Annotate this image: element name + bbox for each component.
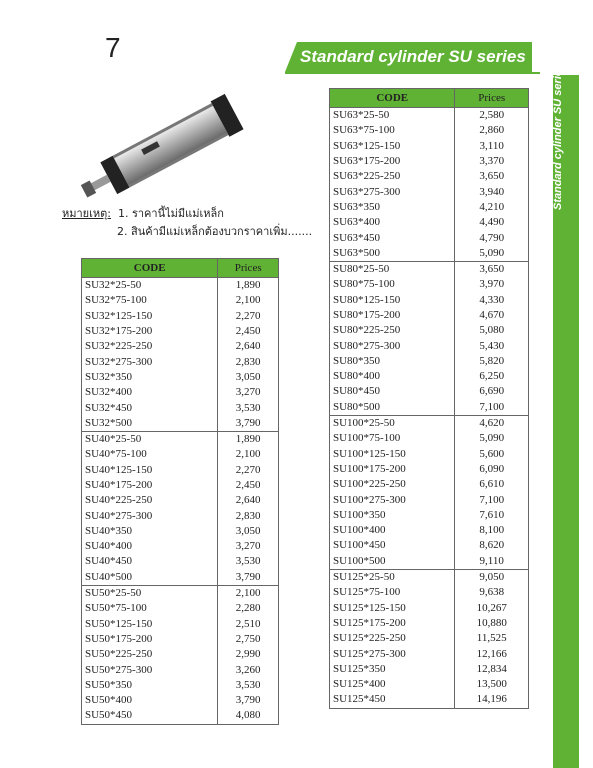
product-code: SU63*400 — [330, 215, 455, 230]
remark-1: 1. ราคานี้ไม่มีแม่เหล็ก — [117, 207, 224, 220]
table-row — [330, 477, 529, 492]
table-row — [330, 508, 529, 523]
price-value: 5,820 — [455, 354, 529, 369]
price-value: 2,580 — [455, 108, 529, 124]
product-code: SU40*125-150 — [82, 463, 218, 478]
table-row — [330, 447, 529, 462]
table-row — [330, 601, 529, 616]
table-row — [330, 538, 529, 553]
price-value: 5,090 — [455, 246, 529, 262]
product-code: SU125*175-200 — [330, 616, 455, 631]
table-row — [82, 309, 279, 324]
table-row — [82, 293, 279, 308]
price-value: 7,100 — [455, 400, 529, 416]
table-row — [82, 708, 279, 724]
table-row — [82, 585, 279, 601]
product-code: SU63*500 — [330, 246, 455, 262]
product-code: SU50*275-300 — [82, 662, 218, 677]
table-row — [330, 677, 529, 692]
product-code: SU125*450 — [330, 692, 455, 708]
price-value: 3,940 — [455, 184, 529, 199]
table-row — [82, 554, 279, 569]
table-row — [82, 601, 279, 616]
price-value: 12,166 — [455, 646, 529, 661]
product-code: SU50*450 — [82, 708, 218, 724]
price-value: 2,510 — [218, 617, 279, 632]
product-code: SU80*400 — [330, 369, 455, 384]
price-value: 3,270 — [218, 539, 279, 554]
price-value: 2,750 — [218, 632, 279, 647]
product-code: SU100*125-150 — [330, 447, 455, 462]
price-value: 3,260 — [218, 662, 279, 677]
product-code: SU32*175-200 — [82, 324, 218, 339]
price-value: 14,196 — [455, 692, 529, 708]
table-row — [330, 616, 529, 631]
price-value: 3,270 — [218, 385, 279, 400]
product-code: SU40*75-100 — [82, 447, 218, 462]
product-code: SU50*125-150 — [82, 617, 218, 632]
price-value: 2,450 — [218, 478, 279, 493]
price-value: 3,650 — [455, 261, 529, 277]
table-row — [82, 508, 279, 523]
table-row — [82, 324, 279, 339]
table-row — [330, 323, 529, 338]
table-row — [82, 539, 279, 554]
product-code: SU50*350 — [82, 678, 218, 693]
price-value: 3,790 — [218, 570, 279, 586]
table-row — [82, 278, 279, 294]
product-code: SU80*225-250 — [330, 323, 455, 338]
product-code: SU100*275-300 — [330, 492, 455, 507]
price-value: 4,620 — [455, 415, 529, 431]
table-row — [330, 293, 529, 308]
table-row — [330, 369, 529, 384]
price-value: 1,890 — [218, 278, 279, 294]
table-row — [330, 631, 529, 646]
price-value: 2,640 — [218, 493, 279, 508]
product-code: SU125*400 — [330, 677, 455, 692]
price-value: 2,280 — [218, 601, 279, 616]
price-value: 9,050 — [455, 569, 529, 585]
price-value: 6,090 — [455, 462, 529, 477]
product-code: SU100*175-200 — [330, 462, 455, 477]
product-code: SU63*450 — [330, 230, 455, 245]
table-row — [330, 569, 529, 585]
table-row — [330, 585, 529, 600]
product-code: SU63*25-50 — [330, 108, 455, 124]
product-code: SU100*25-50 — [330, 415, 455, 431]
price-value: 3,050 — [218, 524, 279, 539]
price-value: 2,100 — [218, 585, 279, 601]
table-row — [330, 692, 529, 708]
price-value: 5,430 — [455, 338, 529, 353]
price-value: 4,670 — [455, 308, 529, 323]
price-value: 10,267 — [455, 601, 529, 616]
table-row — [330, 230, 529, 245]
product-code: SU63*125-150 — [330, 139, 455, 154]
table-row — [82, 463, 279, 478]
price-value: 3,790 — [218, 693, 279, 708]
table-row — [330, 139, 529, 154]
table-row — [330, 646, 529, 661]
remarks — [62, 205, 312, 241]
price-value: 5,080 — [455, 323, 529, 338]
price-value: 2,830 — [218, 354, 279, 369]
product-code: SU40*350 — [82, 524, 218, 539]
price-value: 6,690 — [455, 384, 529, 399]
product-code: SU63*350 — [330, 200, 455, 215]
table-row — [82, 431, 279, 447]
product-code: SU80*175-200 — [330, 308, 455, 323]
product-code: SU125*350 — [330, 662, 455, 677]
product-code: SU40*25-50 — [82, 431, 218, 447]
product-code: SU100*75-100 — [330, 431, 455, 446]
product-code: SU50*75-100 — [82, 601, 218, 616]
product-code: SU32*225-250 — [82, 339, 218, 354]
product-code: SU100*350 — [330, 508, 455, 523]
product-code: SU50*400 — [82, 693, 218, 708]
table-row — [330, 431, 529, 446]
table-row — [82, 617, 279, 632]
product-code: SU125*125-150 — [330, 601, 455, 616]
table-row — [82, 493, 279, 508]
table-row — [82, 693, 279, 708]
table-row — [330, 169, 529, 184]
product-code: SU40*450 — [82, 554, 218, 569]
price-value: 2,450 — [218, 324, 279, 339]
price-table-left — [81, 258, 279, 725]
product-code: SU125*275-300 — [330, 646, 455, 661]
price-value: 3,530 — [218, 400, 279, 415]
price-value: 6,250 — [455, 369, 529, 384]
price-value: 2,270 — [218, 463, 279, 478]
product-code: SU32*350 — [82, 370, 218, 385]
table-row — [82, 570, 279, 586]
price-value: 7,100 — [455, 492, 529, 507]
table-row — [330, 523, 529, 538]
table-row — [330, 308, 529, 323]
price-value: 2,100 — [218, 293, 279, 308]
price-value: 8,620 — [455, 538, 529, 553]
product-code: SU40*225-250 — [82, 493, 218, 508]
price-value: 10,880 — [455, 616, 529, 631]
table-row — [330, 384, 529, 399]
product-code: SU125*75-100 — [330, 585, 455, 600]
table-row — [330, 108, 529, 124]
price-value: 3,970 — [455, 277, 529, 292]
table-row — [82, 678, 279, 693]
header-underline — [285, 72, 540, 74]
table-row — [82, 632, 279, 647]
product-code: SU100*225-250 — [330, 477, 455, 492]
product-code: SU32*25-50 — [82, 278, 218, 294]
price-value: 13,500 — [455, 677, 529, 692]
price-value: 4,790 — [455, 230, 529, 245]
price-value: 3,370 — [455, 154, 529, 169]
price-value: 2,270 — [218, 309, 279, 324]
product-code: SU32*500 — [82, 416, 218, 432]
table-row — [330, 184, 529, 199]
product-code: SU100*500 — [330, 554, 455, 570]
product-code: SU63*175-200 — [330, 154, 455, 169]
page-number: 7 — [105, 32, 121, 63]
product-code: SU40*500 — [82, 570, 218, 586]
table-row — [82, 524, 279, 539]
product-code: SU80*75-100 — [330, 277, 455, 292]
product-code: SU80*450 — [330, 384, 455, 399]
table-row — [330, 215, 529, 230]
table-row — [330, 492, 529, 507]
table-row — [330, 154, 529, 169]
price-table-right — [329, 88, 529, 709]
prices-header: Prices — [455, 89, 529, 108]
table-row — [330, 277, 529, 292]
product-code: SU63*225-250 — [330, 169, 455, 184]
price-value: 2,100 — [218, 447, 279, 462]
price-value: 3,530 — [218, 554, 279, 569]
table-row — [82, 478, 279, 493]
product-code: SU50*25-50 — [82, 585, 218, 601]
table-row — [330, 462, 529, 477]
table-row — [82, 339, 279, 354]
product-code: SU63*75-100 — [330, 123, 455, 138]
table-row — [82, 354, 279, 369]
remarks-label: หมายเหตุ: — [62, 207, 111, 220]
table-row — [330, 354, 529, 369]
product-code: SU32*125-150 — [82, 309, 218, 324]
side-tab-label: Standard cylinder SU series — [552, 63, 564, 210]
price-value: 6,610 — [455, 477, 529, 492]
price-value: 4,080 — [218, 708, 279, 724]
table-row — [330, 200, 529, 215]
price-value: 2,640 — [218, 339, 279, 354]
price-value: 9,638 — [455, 585, 529, 600]
prices-header: Prices — [218, 259, 279, 278]
code-header: CODE — [82, 259, 218, 278]
product-code: SU40*275-300 — [82, 508, 218, 523]
product-code: SU100*450 — [330, 538, 455, 553]
table-row — [82, 385, 279, 400]
price-value: 3,110 — [455, 139, 529, 154]
price-value: 1,890 — [218, 431, 279, 447]
product-code: SU63*275-300 — [330, 184, 455, 199]
product-code: SU80*350 — [330, 354, 455, 369]
table-row — [330, 261, 529, 277]
header-title: Standard cylinder SU series — [300, 47, 526, 66]
price-value: 2,860 — [455, 123, 529, 138]
product-code: SU50*175-200 — [82, 632, 218, 647]
table-row — [82, 662, 279, 677]
price-value: 7,610 — [455, 508, 529, 523]
product-code: SU125*225-250 — [330, 631, 455, 646]
product-code: SU32*75-100 — [82, 293, 218, 308]
table-row — [82, 647, 279, 662]
price-value: 3,790 — [218, 416, 279, 432]
product-code: SU80*500 — [330, 400, 455, 416]
product-code: SU32*400 — [82, 385, 218, 400]
cylinder-product-image — [72, 85, 262, 200]
table-row — [82, 416, 279, 432]
table-row — [82, 400, 279, 415]
table-row — [330, 554, 529, 570]
price-value: 4,210 — [455, 200, 529, 215]
code-header: CODE — [330, 89, 455, 108]
price-value: 3,650 — [455, 169, 529, 184]
price-value: 2,830 — [218, 508, 279, 523]
table-row — [330, 400, 529, 416]
table-row — [330, 662, 529, 677]
product-code: SU80*25-50 — [330, 261, 455, 277]
price-value: 3,530 — [218, 678, 279, 693]
price-value: 11,525 — [455, 631, 529, 646]
remark-2: 2. สินค้ามีแม่เหล็กต้องบวกราคาเพิ่ม....... — [117, 225, 313, 238]
product-code: SU40*175-200 — [82, 478, 218, 493]
price-value: 4,330 — [455, 293, 529, 308]
price-value: 4,490 — [455, 215, 529, 230]
table-row — [82, 447, 279, 462]
table-row — [330, 415, 529, 431]
product-code: SU80*125-150 — [330, 293, 455, 308]
product-code: SU80*275-300 — [330, 338, 455, 353]
price-value: 3,050 — [218, 370, 279, 385]
table-row — [82, 370, 279, 385]
price-value: 8,100 — [455, 523, 529, 538]
product-code: SU50*225-250 — [82, 647, 218, 662]
product-code: SU125*25-50 — [330, 569, 455, 585]
price-value: 2,990 — [218, 647, 279, 662]
price-value: 9,110 — [455, 554, 529, 570]
table-row — [330, 246, 529, 262]
table-row — [330, 123, 529, 138]
product-code: SU32*450 — [82, 400, 218, 415]
price-value: 5,600 — [455, 447, 529, 462]
table-row — [330, 338, 529, 353]
product-code: SU100*400 — [330, 523, 455, 538]
price-value: 5,090 — [455, 431, 529, 446]
product-code: SU32*275-300 — [82, 354, 218, 369]
product-code: SU40*400 — [82, 539, 218, 554]
price-value: 12,834 — [455, 662, 529, 677]
